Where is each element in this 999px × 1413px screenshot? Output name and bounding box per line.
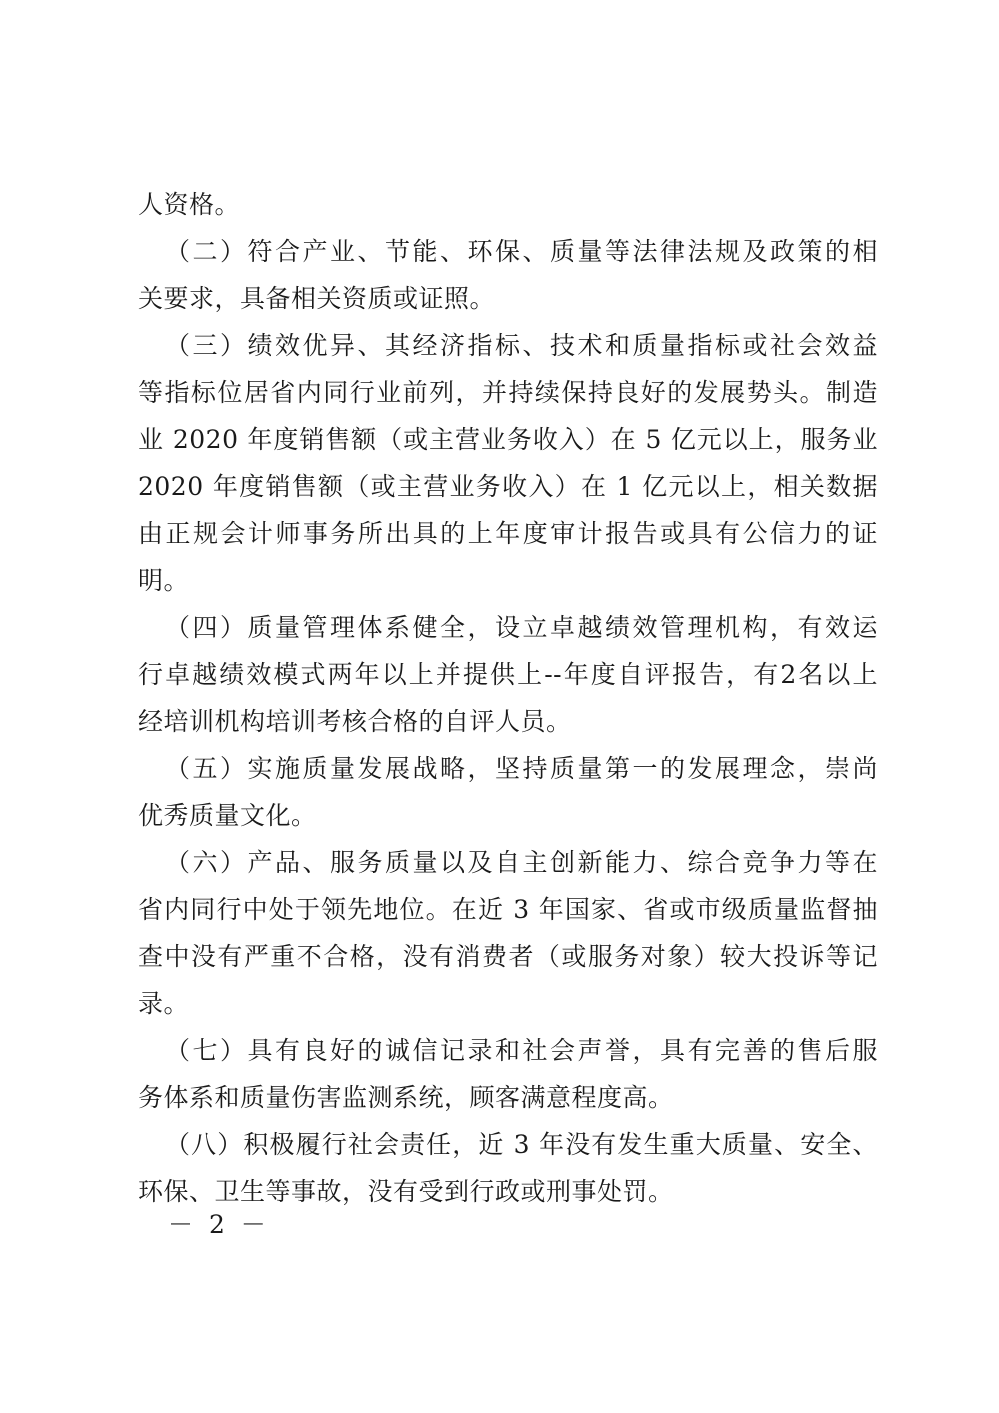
text-line: 行卓越绩效模式两年以上并提供上--年度自评报告，有2名以上 <box>138 660 878 689</box>
text-line: （六）产品、服务质量以及自主创新能力、综合竞争力等在 <box>165 848 878 877</box>
text-line: （三）绩效优异、其经济指标、技术和质量指标或社会效益 <box>165 331 878 360</box>
text-line: 人资格。 <box>138 190 241 219</box>
text-line: 省内同行中处于领先地位。在近 3 年国家、省或市级质量监督抽 <box>138 895 878 924</box>
text-line: （五）实施质量发展战略，坚持质量第一的发展理念，崇尚 <box>165 754 878 783</box>
text-line: 务体系和质量伤害监测系统，顾客满意程度高。 <box>138 1083 674 1112</box>
text-line: 业 2020 年度销售额（或主营业务收入）在 5 亿元以上，服务业 <box>138 425 878 454</box>
text-line: 关要求，具备相关资质或证照。 <box>138 284 496 313</box>
text-line: （二）符合产业、节能、环保、质量等法律法规及政策的相 <box>165 237 878 266</box>
page-number: － 2 － <box>168 1210 270 1239</box>
text-line: 由正规会计师事务所出具的上年度审计报告或具有公信力的证 <box>138 519 878 548</box>
text-line: 查中没有严重不合格，没有消费者（或服务对象）较大投诉等记 <box>138 942 878 971</box>
text-line: 录。 <box>138 989 190 1018</box>
text-line: 等指标位居省内同行业前列，并持续保持良好的发展势头。制造 <box>138 378 878 407</box>
text-line: 2020 年度销售额（或主营业务收入）在 1 亿元以上，相关数据 <box>138 472 878 501</box>
text-line: （七）具有良好的诚信记录和社会声誉，具有完善的售后服 <box>165 1036 878 1065</box>
text-line: （四）质量管理体系健全，设立卓越绩效管理机构，有效运 <box>165 613 878 642</box>
text-line: 经培训机构培训考核合格的自评人员。 <box>138 707 572 736</box>
text-line: 优秀质量文化。 <box>138 801 317 830</box>
text-line: 环保、卫生等事故，没有受到行政或刑事处罚。 <box>138 1177 674 1206</box>
text-line: 明。 <box>138 566 190 595</box>
text-line: （八）积极履行社会责任，近 3 年没有发生重大质量、安全、 <box>165 1130 878 1159</box>
